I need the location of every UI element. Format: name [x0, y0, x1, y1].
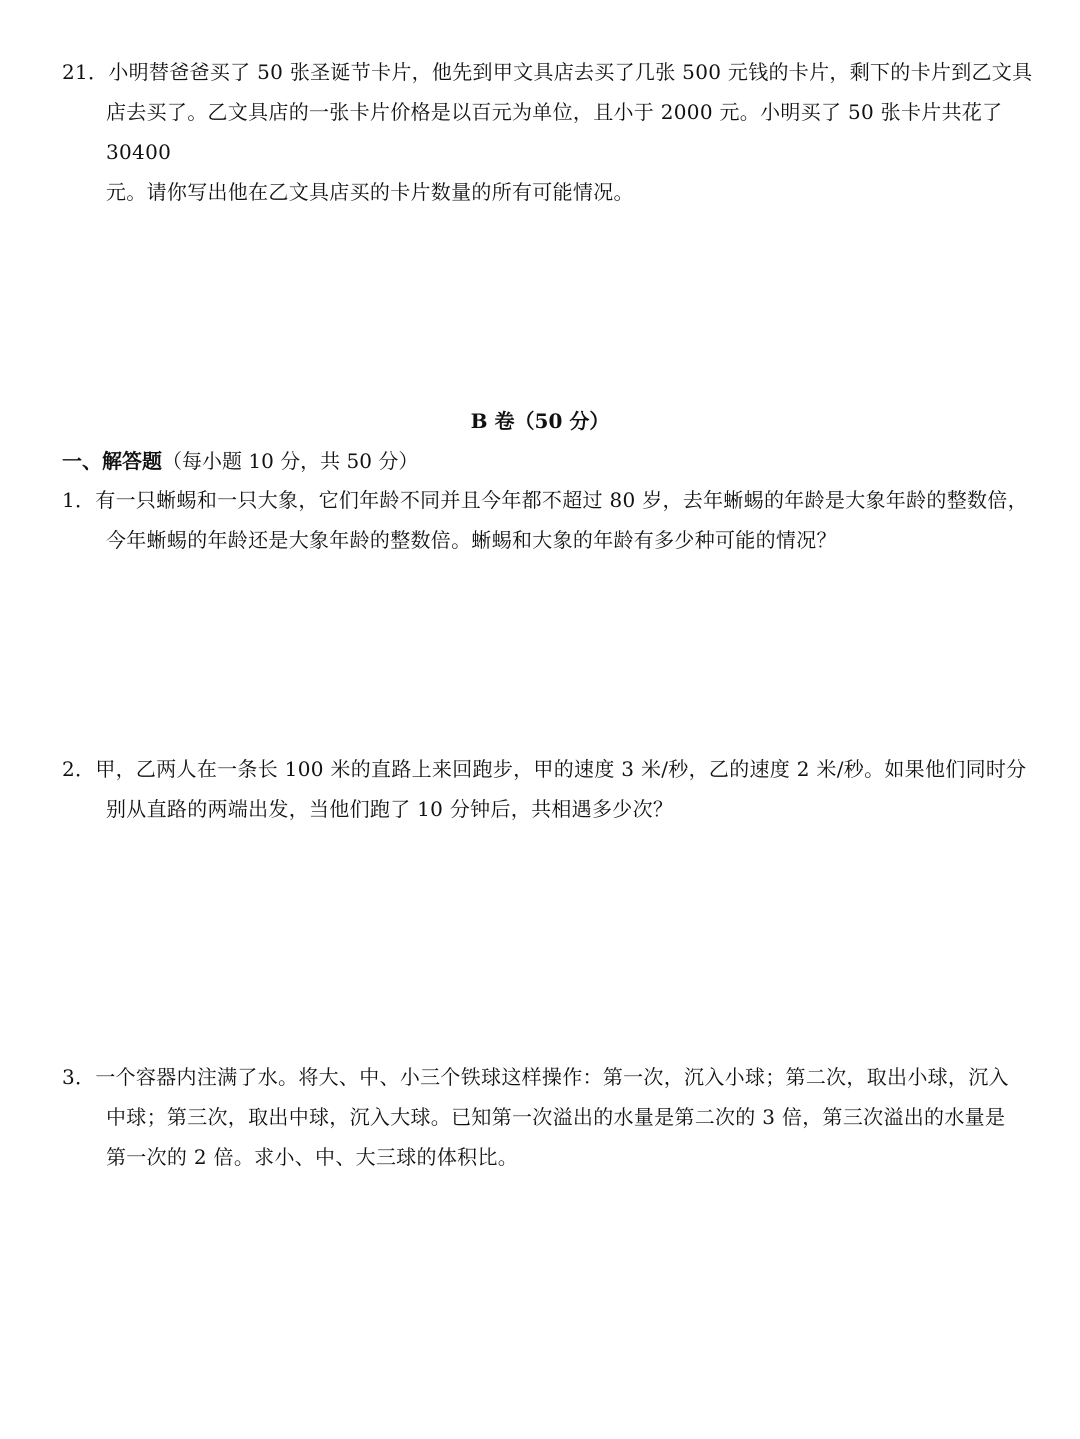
question-21-text-line2: 店去买了。乙文具店的一张卡片价格是以百元为单位，且小于 2000 元。小明买了 50 张卡片共花了 30400 — [106, 100, 1003, 164]
question-21-text-line1: 小明替爸爸买了 50 张圣诞节卡片，他先到甲文具店去买了几张 500 元钱的卡片，剩下的卡片到乙文具 — [108, 60, 1033, 84]
question-1-text-line2: 今年蜥蜴的年龄还是大象年龄的整数倍。蜥蜴和大象的年龄有多少种可能的情况？ — [106, 528, 837, 552]
section-b-title: B 卷（50 分） — [470, 409, 610, 433]
question-1-text-line1: 有一只蜥蜴和一只大象，它们年龄不同并且今年都不超过 80 岁，去年蜥蜴的年龄是大象年龄的整数倍， — [95, 488, 1028, 512]
question-3 — [62, 1057, 1030, 1177]
section-heading — [62, 444, 418, 478]
question-1-first-line — [62, 480, 1030, 520]
question-2 — [62, 749, 1030, 829]
question-21 — [62, 52, 1033, 212]
question-21-text-line3: 元。请你写出他在乙文具店买的卡片数量的所有可能情况。 — [106, 180, 634, 204]
question-3-first-line — [62, 1057, 1030, 1097]
question-1 — [62, 480, 1030, 560]
question-21-first-line — [62, 52, 1033, 92]
question-2-first-line — [62, 749, 1030, 789]
question-2-text-line2: 别从直路的两端出发，当他们跑了 10 分钟后，共相遇多少次？ — [106, 797, 674, 821]
question-3-text-line2: 中球；第三次，取出中球，沉入大球。已知第一次溢出的水量是第二次的 3 倍，第三次溢出的水量是 — [106, 1105, 1006, 1129]
section-heading-label: 一、解答题 — [62, 449, 162, 473]
question-2-text-line1: 甲，乙两人在一条长 100 米的直路上来回跑步，甲的速度 3 米/秒，乙的速度 2 米/秒。如果他们同时分 — [95, 757, 1027, 781]
question-2-number: 2． — [62, 757, 96, 781]
question-3-text-line3: 第一次的 2 倍。求小、中、大三球的体积比。 — [106, 1145, 519, 1169]
question-21-number: 21． — [62, 60, 109, 84]
question-3-text-line1: 一个容器内注满了水。将大、中、小三个铁球这样操作：第一次，沉入小球；第二次，取出小球，沉入 — [95, 1065, 1009, 1089]
question-3-number: 3． — [62, 1065, 96, 1089]
section-heading-note: （每小题 10 分，共 50 分） — [162, 449, 419, 473]
question-1-number: 1． — [62, 488, 96, 512]
